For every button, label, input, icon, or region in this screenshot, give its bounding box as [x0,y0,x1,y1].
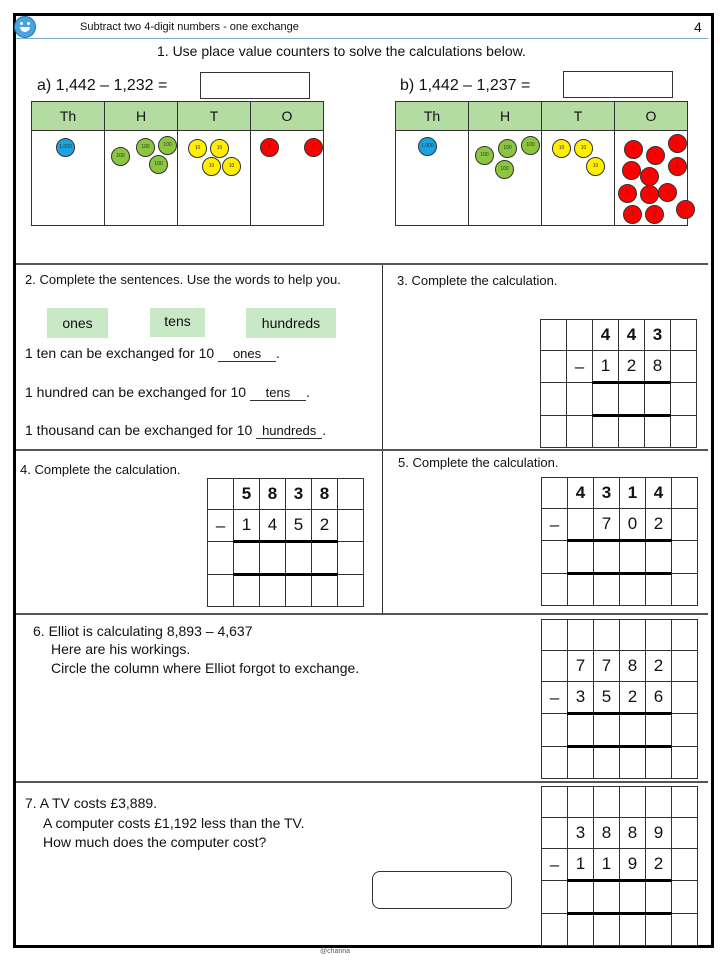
grid-cell[interactable]: 3 [568,818,594,849]
grid-cell[interactable] [541,351,567,383]
grid-row [542,714,698,747]
grid-cell[interactable] [567,320,593,351]
grid-cell[interactable] [672,914,698,946]
grid-cell[interactable] [541,383,567,416]
grid-cell[interactable] [671,416,697,448]
col-header-o: O [251,102,324,131]
q1a-answer-box[interactable] [200,72,310,99]
q1a-label: a) 1,442 – 1,232 = [37,77,168,94]
grid-cell[interactable]: 3 [286,479,312,510]
grid-cell[interactable]: 1 [568,849,594,881]
place-value-counter[interactable]: 1 [624,140,643,159]
grid-cell[interactable] [620,787,646,818]
grid-cell[interactable]: 8 [594,818,620,849]
q7-line-2: A computer costs £1,192 less than the TV. [43,815,305,831]
grid-cell[interactable]: – [208,510,234,542]
word-card-ones: ones [47,308,108,338]
q6-column-grid[interactable] [541,619,698,779]
grid-cell[interactable] [672,620,698,651]
sentence-3: 1 thousand can be exchanged for 10 hundreds . [25,422,327,438]
grid-row [542,682,698,714]
grid-cell[interactable] [672,881,698,914]
grid-cell[interactable] [338,510,364,542]
grid-cell[interactable]: 5 [594,682,620,714]
grid-cell[interactable]: 3 [568,682,594,714]
grid-cell[interactable]: 8 [620,651,646,682]
place-value-counter[interactable]: 1 [640,185,659,204]
grid-cell[interactable] [208,575,234,607]
q1b-answer-box[interactable] [563,71,673,98]
word-card-hundreds: hundreds [246,308,336,338]
grid-cell[interactable]: 9 [646,818,672,849]
grid-cell[interactable] [312,575,338,607]
grid-row [542,818,698,849]
grid-cell[interactable] [542,747,568,779]
col-header-h: H [105,102,178,131]
grid-cell[interactable] [671,351,697,383]
grid-cell[interactable] [338,479,364,510]
grid-cell[interactable] [568,881,594,914]
grid-cell[interactable]: 4 [593,320,619,351]
grid-cell[interactable] [646,574,672,606]
grid-cell[interactable] [672,651,698,682]
grid-cell[interactable] [594,541,620,574]
grid-cell[interactable] [620,574,646,606]
grid-cell[interactable] [646,714,672,747]
grid-cell[interactable] [594,787,620,818]
grid-row [541,383,697,416]
section-divider [16,263,708,265]
grid-cell[interactable]: – [542,509,568,541]
q1a-place-value-chart [31,101,324,226]
section-divider [16,613,708,615]
place-value-counter[interactable]: 100 [136,138,155,157]
grid-cell[interactable] [672,747,698,779]
q3-prompt: 3. Complete the calculation. [397,273,558,288]
grid-cell[interactable] [672,682,698,714]
grid-cell[interactable]: 7 [568,651,594,682]
grid-cell[interactable]: 8 [620,818,646,849]
grid-row [542,881,698,914]
q3-column-grid [540,319,697,448]
q2-prompt: 2. Complete the sentences. Use the words to help you. [25,272,341,287]
smiley-logo-icon [14,16,36,38]
grid-cell[interactable] [208,542,234,575]
col-header-t: T [542,102,615,131]
grid-cell[interactable] [542,620,568,651]
grid-row [542,849,698,881]
word-card-tens: tens [150,308,205,337]
q1b-place-value-chart [395,101,688,226]
col-header-th: Th [396,102,469,131]
place-value-counter[interactable]: 10 [210,139,229,158]
grid-cell[interactable]: – [542,849,568,881]
grid-cell[interactable] [568,541,594,574]
place-value-counter[interactable]: 10 [586,157,605,176]
grid-cell[interactable] [646,787,672,818]
place-value-counter[interactable]: 1 [622,161,641,180]
q7-line-3: How much does the computer cost? [43,834,267,850]
grid-cell[interactable]: 0 [620,509,646,541]
grid-cell[interactable] [338,575,364,607]
place-value-counter[interactable]: 1,000 [418,137,437,156]
grid-cell[interactable] [646,620,672,651]
grid-cell[interactable] [620,541,646,574]
grid-cell[interactable] [338,542,364,575]
q4-prompt: 4. Complete the calculation. [20,462,181,477]
answer-blank-3[interactable]: hundreds [256,424,322,439]
grid-cell[interactable] [594,914,620,946]
place-value-counter[interactable]: 1 [640,167,659,186]
grid-row [542,914,698,946]
q7-answer-box[interactable] [372,871,512,909]
grid-cell[interactable] [672,818,698,849]
grid-row [542,574,698,606]
grid-cell[interactable]: 2 [646,509,672,541]
grid-cell[interactable] [620,714,646,747]
place-value-counter[interactable]: 1 [260,138,279,157]
header-divider [16,38,708,39]
q4-column-grid [207,478,364,607]
grid-row [542,787,698,818]
grid-cell[interactable]: 2 [312,510,338,542]
grid-cell[interactable] [208,479,234,510]
grid-cell[interactable]: 4 [619,320,645,351]
grid-cell[interactable]: 8 [312,479,338,510]
grid-cell[interactable]: – [542,682,568,714]
grid-cell[interactable]: 2 [620,682,646,714]
grid-cell[interactable] [594,620,620,651]
grid-cell[interactable] [542,914,568,946]
grid-cell[interactable] [541,416,567,448]
grid-cell[interactable] [672,509,698,541]
place-value-counter[interactable]: 1 [618,184,637,203]
grid-cell[interactable] [646,541,672,574]
grid-cell[interactable]: 7 [594,509,620,541]
grid-cell[interactable]: 1 [594,849,620,881]
place-value-counter[interactable]: 1 [645,205,664,224]
place-value-counter[interactable]: 1 [668,134,687,153]
grid-cell[interactable] [568,914,594,946]
q7-line-1: 7. A TV costs £3,889. [25,795,158,811]
place-value-counter[interactable]: 100 [111,147,130,166]
grid-cell[interactable] [286,542,312,575]
grid-cell[interactable] [568,509,594,541]
grid-cell[interactable] [542,574,568,606]
grid-cell[interactable] [646,914,672,946]
grid-cell[interactable] [567,383,593,416]
grid-row [542,541,698,574]
grid-cell[interactable]: 6 [646,682,672,714]
place-value-counter[interactable]: 10 [222,157,241,176]
grid-cell[interactable] [260,575,286,607]
grid-cell[interactable] [672,574,698,606]
grid-cell[interactable] [620,914,646,946]
grid-row [208,510,364,542]
grid-row [541,351,697,383]
grid-row [208,542,364,575]
grid-cell[interactable]: 8 [645,351,671,383]
q6-line-2: Here are his workings. [51,641,191,657]
grid-cell[interactable] [568,747,594,779]
grid-row [542,620,698,651]
grid-cell[interactable] [568,574,594,606]
q1b-label: b) 1,442 – 1,237 = [400,77,531,94]
grid-cell[interactable] [645,416,671,448]
grid-cell[interactable]: 4 [260,510,286,542]
grid-cell[interactable] [620,620,646,651]
place-value-counter[interactable]: 1 [623,205,642,224]
grid-cell[interactable] [568,787,594,818]
grid-row [542,509,698,541]
grid-row [541,416,697,448]
grid-cell[interactable] [594,881,620,914]
grid-cell[interactable] [260,542,286,575]
grid-cell[interactable] [542,787,568,818]
grid-cell[interactable]: 1 [620,478,646,509]
place-value-counter[interactable]: 1 [676,200,695,219]
grid-cell[interactable] [542,714,568,747]
footer-credit: @channa [320,948,351,955]
grid-cell[interactable] [672,787,698,818]
grid-cell[interactable] [542,541,568,574]
place-value-counter[interactable]: 1 [304,138,323,157]
grid-cell[interactable] [286,575,312,607]
grid-cell[interactable] [542,478,568,509]
grid-row [541,320,697,351]
answer-blank-1[interactable]: ones [218,347,276,362]
grid-row [542,651,698,682]
grid-cell[interactable] [672,541,698,574]
grid-cell[interactable]: 2 [646,651,672,682]
grid-cell[interactable] [542,651,568,682]
grid-cell[interactable] [619,383,645,416]
place-value-counter[interactable]: 1 [668,157,687,176]
grid-cell[interactable] [593,416,619,448]
section-divider [16,449,708,451]
q7-column-grid [541,786,698,946]
grid-cell[interactable] [542,818,568,849]
grid-cell[interactable]: 2 [646,849,672,881]
grid-cell[interactable] [567,416,593,448]
grid-cell[interactable] [672,849,698,881]
place-value-counter[interactable]: 10 [552,139,571,158]
grid-cell[interactable] [672,478,698,509]
grid-cell[interactable]: 1 [593,351,619,383]
q6-line-3: Circle the column where Elliot forgot to exchange. [51,660,360,676]
grid-cell[interactable]: 3 [645,320,671,351]
grid-cell[interactable] [672,714,698,747]
q1-prompt: 1. Use place value counters to solve the calculations below. [157,43,526,59]
col-header-h: H [469,102,542,131]
place-value-counter[interactable]: 1,000 [56,138,75,157]
grid-cell[interactable] [645,383,671,416]
grid-cell[interactable]: 3 [594,478,620,509]
grid-cell[interactable]: 2 [619,351,645,383]
q5-prompt: 5. Complete the calculation. [398,455,559,470]
grid-row [542,478,698,509]
grid-cell[interactable] [312,542,338,575]
place-value-counter[interactable]: 1 [658,183,677,202]
col-header-th: Th [32,102,105,131]
place-value-counter[interactable]: 10 [188,139,207,158]
grid-cell[interactable] [541,320,567,351]
grid-cell[interactable] [620,747,646,779]
place-value-counter[interactable]: 100 [495,160,514,179]
grid-cell[interactable] [620,881,646,914]
grid-cell[interactable] [646,881,672,914]
place-value-counter[interactable]: 100 [521,136,540,155]
grid-cell[interactable] [568,620,594,651]
grid-row [208,479,364,510]
grid-cell[interactable] [671,383,697,416]
grid-cell[interactable] [619,416,645,448]
place-value-counter[interactable]: 1 [646,146,665,165]
grid-cell[interactable] [594,714,620,747]
answer-blank-2[interactable]: tens [250,386,306,401]
grid-cell[interactable]: 5 [234,479,260,510]
grid-cell[interactable]: 1 [234,510,260,542]
column-divider [382,265,383,613]
q5-column-grid [541,477,698,606]
grid-cell[interactable] [234,575,260,607]
grid-cell[interactable]: 4 [646,478,672,509]
col-header-o: O [615,102,688,131]
place-value-counter[interactable]: 100 [158,136,177,155]
sentence-1: 1 ten can be exchanged for 10 ones . [25,345,280,361]
grid-cell[interactable] [234,542,260,575]
grid-row [208,575,364,607]
place-value-counter[interactable]: 10 [574,139,593,158]
grid-cell[interactable] [593,383,619,416]
grid-cell[interactable]: 8 [260,479,286,510]
grid-row [542,747,698,779]
grid-cell[interactable]: 4 [568,478,594,509]
grid-cell[interactable] [594,747,620,779]
col-header-t: T [178,102,251,131]
place-value-counter[interactable]: 100 [475,146,494,165]
q6-line-1: 6. Elliot is calculating 8,893 – 4,637 [33,623,253,639]
grid-cell[interactable] [646,747,672,779]
sentence-2: 1 hundred can be exchanged for 10 tens . [25,384,310,400]
worksheet-title: Subtract two 4-digit numbers - one exchange [80,21,299,33]
grid-cell[interactable]: 9 [620,849,646,881]
grid-cell[interactable] [594,574,620,606]
grid-cell[interactable] [542,881,568,914]
grid-cell[interactable] [568,714,594,747]
grid-cell[interactable]: – [567,351,593,383]
place-value-counter[interactable]: 10 [202,157,221,176]
page-number: 4 [694,19,702,35]
place-value-counter[interactable]: 100 [498,139,517,158]
place-value-counter[interactable]: 100 [149,155,168,174]
section-divider [16,781,708,783]
grid-cell[interactable] [671,320,697,351]
grid-cell[interactable]: 5 [286,510,312,542]
grid-cell[interactable]: 7 [594,651,620,682]
